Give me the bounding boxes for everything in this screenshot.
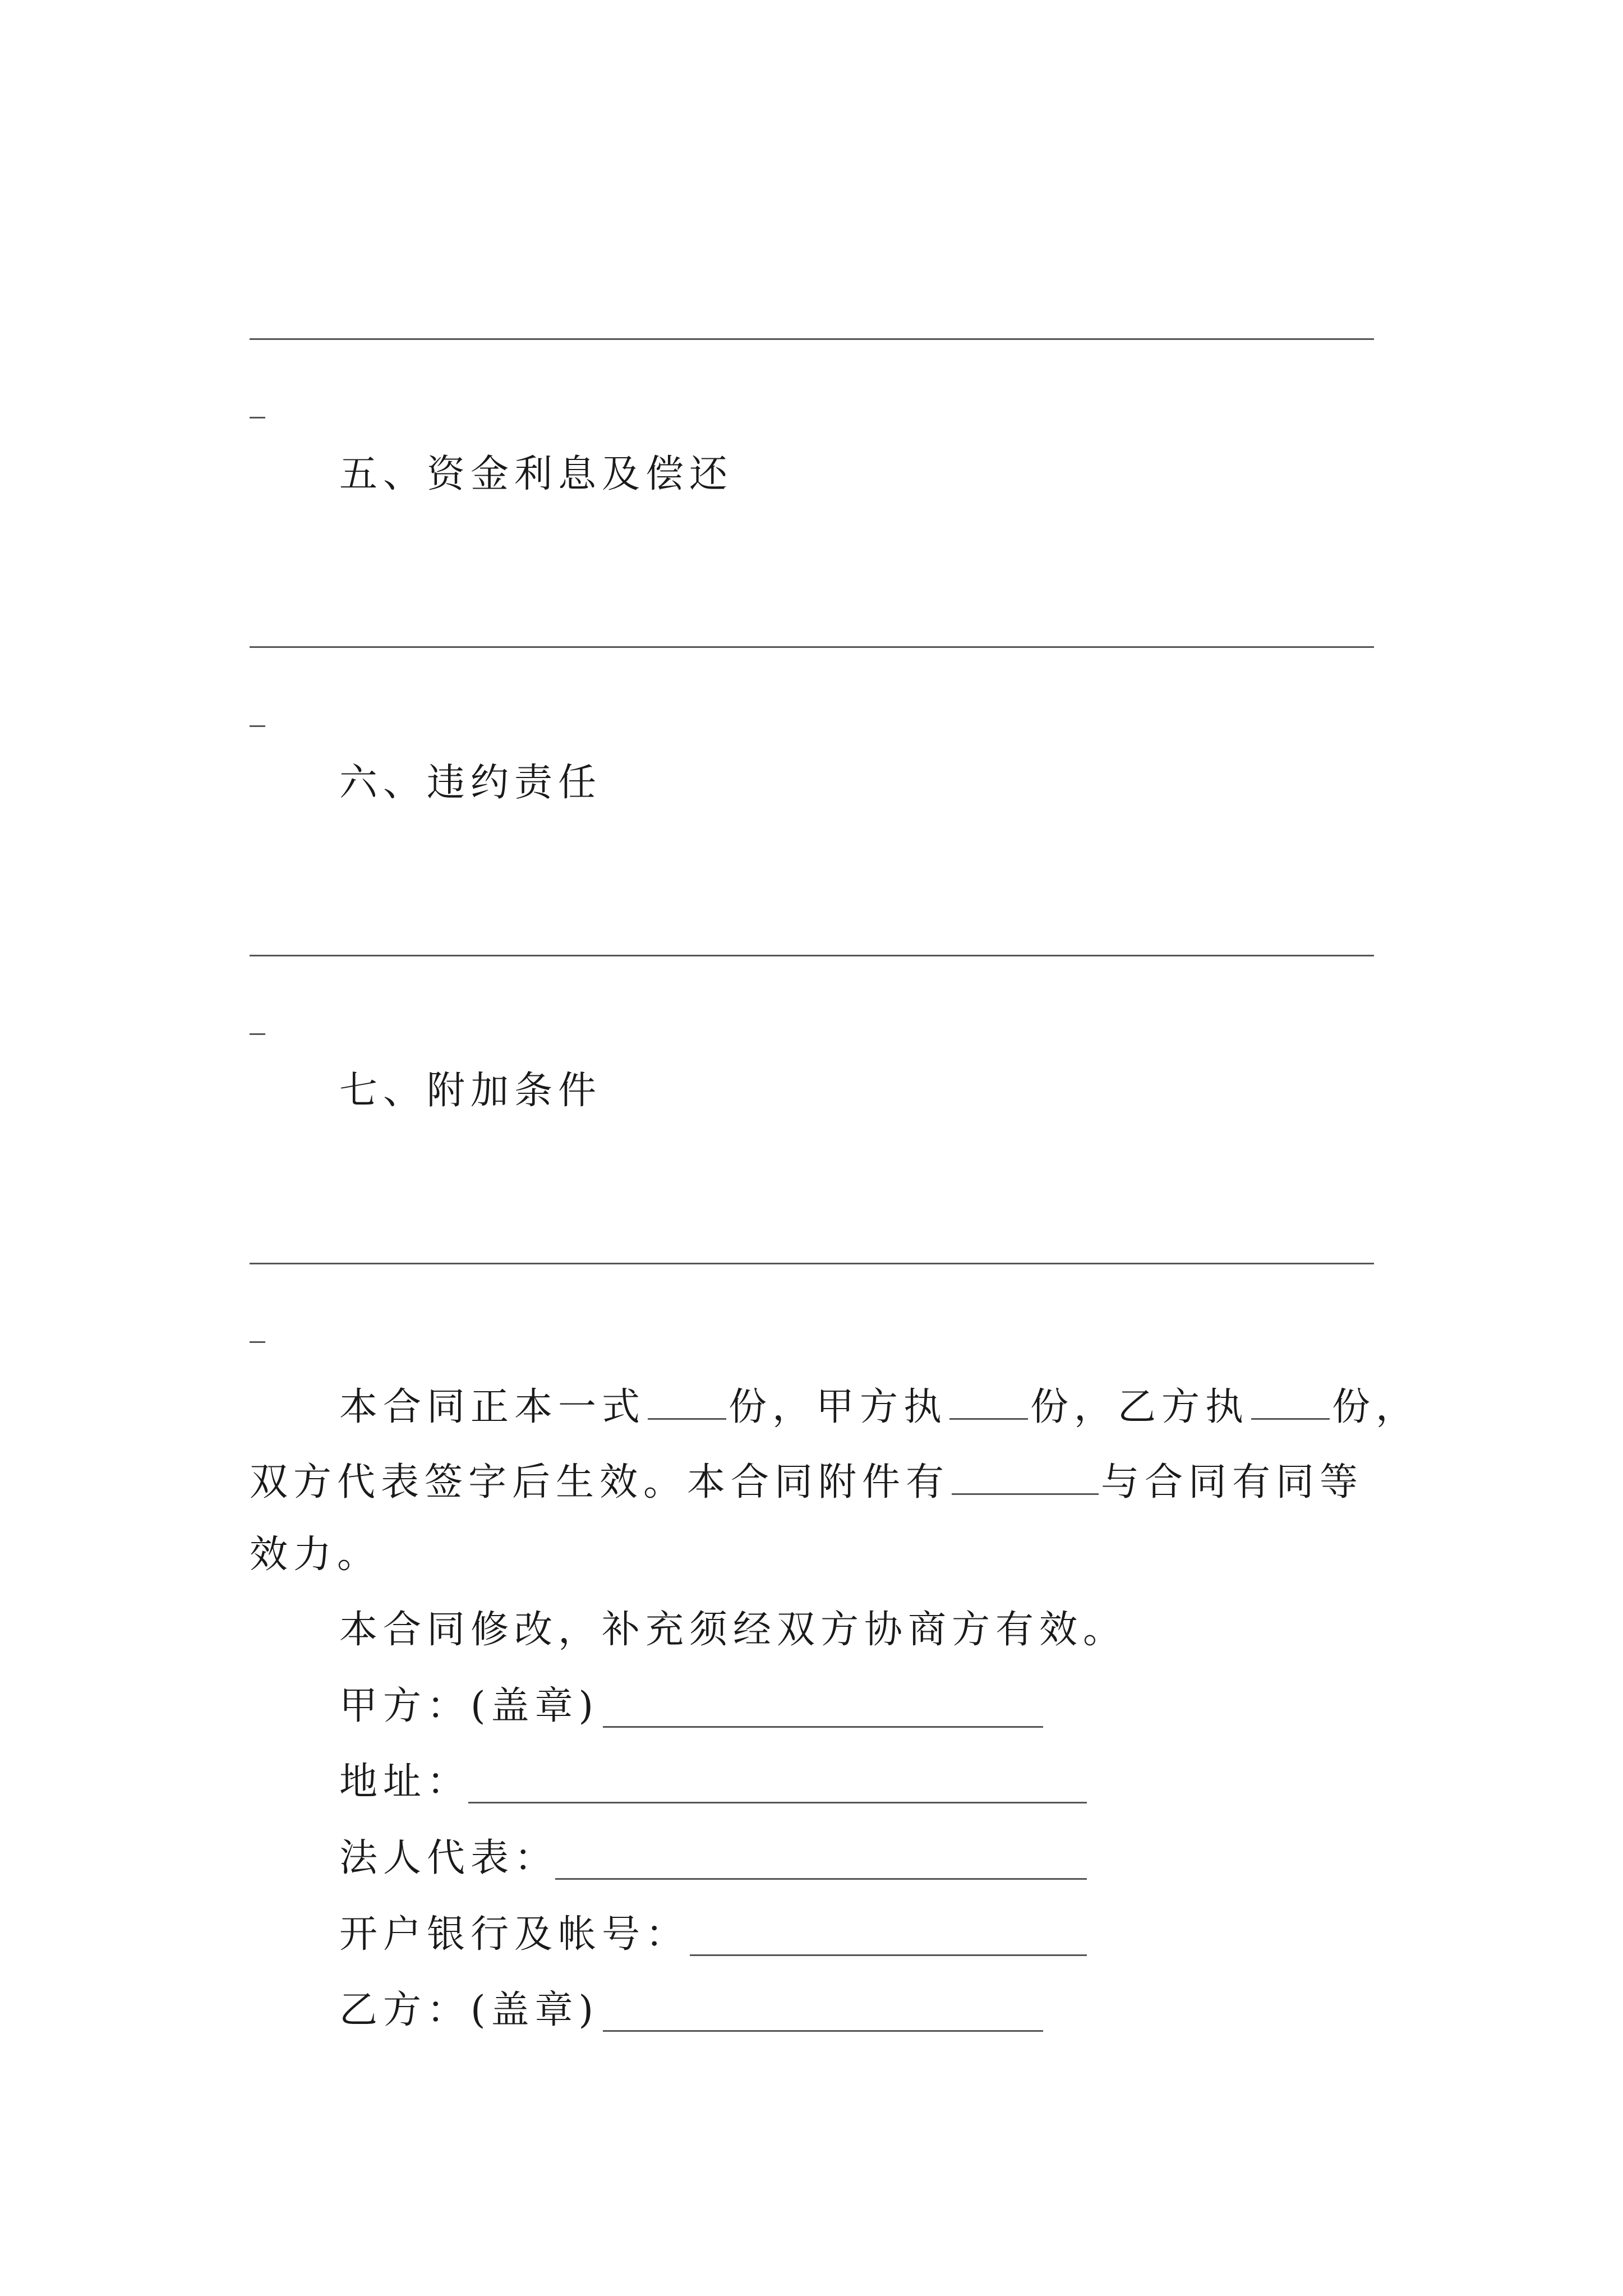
fill-line-stub <box>250 417 265 418</box>
fill-line-stub <box>250 725 265 727</box>
amendment-clause: 本合同修改，补充须经双方协商方有效。 <box>339 1608 1127 1652</box>
terms-line-2 <box>250 1460 1363 1502</box>
fill-line <box>250 1263 1374 1264</box>
party-b-label: 乙方：(盖章) <box>339 1988 600 2032</box>
party-b-field[interactable] <box>603 2030 1043 2032</box>
legal-rep-label: 法人代表： <box>339 1836 559 1880</box>
terms-line-3: 效力。 <box>250 1533 381 1577</box>
section-heading-conditions: 七、附加条件 <box>339 1069 602 1113</box>
terms-text: 双方代表签字后生效。本合同附件有 <box>250 1460 950 1504</box>
terms-text: 本合同正本一式 <box>339 1385 646 1429</box>
bank-account-label: 开户银行及帐号： <box>339 1912 690 1957</box>
terms-line-1 <box>339 1384 1419 1427</box>
terms-text: 份，乙方执 <box>1030 1385 1249 1429</box>
party-a-field[interactable] <box>603 1726 1043 1728</box>
fill-line <box>250 646 1374 648</box>
legal-rep-field[interactable] <box>555 1878 1087 1880</box>
copies-party-a-blank[interactable] <box>949 1384 1028 1420</box>
address-label: 地址： <box>339 1760 471 1804</box>
party-a-label: 甲方：(盖章) <box>339 1684 600 1728</box>
attachment-blank[interactable] <box>952 1460 1099 1495</box>
copies-total-blank[interactable] <box>648 1384 726 1420</box>
fill-line <box>250 338 1374 340</box>
fill-line-stub <box>250 1033 265 1035</box>
fill-line-stub <box>250 1341 265 1343</box>
terms-text: 与合同有同等 <box>1101 1460 1364 1504</box>
bank-account-field[interactable] <box>690 1954 1087 1956</box>
copies-party-b-blank[interactable] <box>1251 1384 1330 1420</box>
section-heading-liability: 六、违约责任 <box>339 761 602 805</box>
fill-line <box>250 955 1374 956</box>
address-field[interactable] <box>468 1802 1087 1803</box>
section-heading-interest: 五、资金利息及偿还 <box>339 452 734 496</box>
terms-text: 份，甲方执 <box>728 1385 948 1429</box>
terms-text: 份， <box>1332 1385 1420 1429</box>
